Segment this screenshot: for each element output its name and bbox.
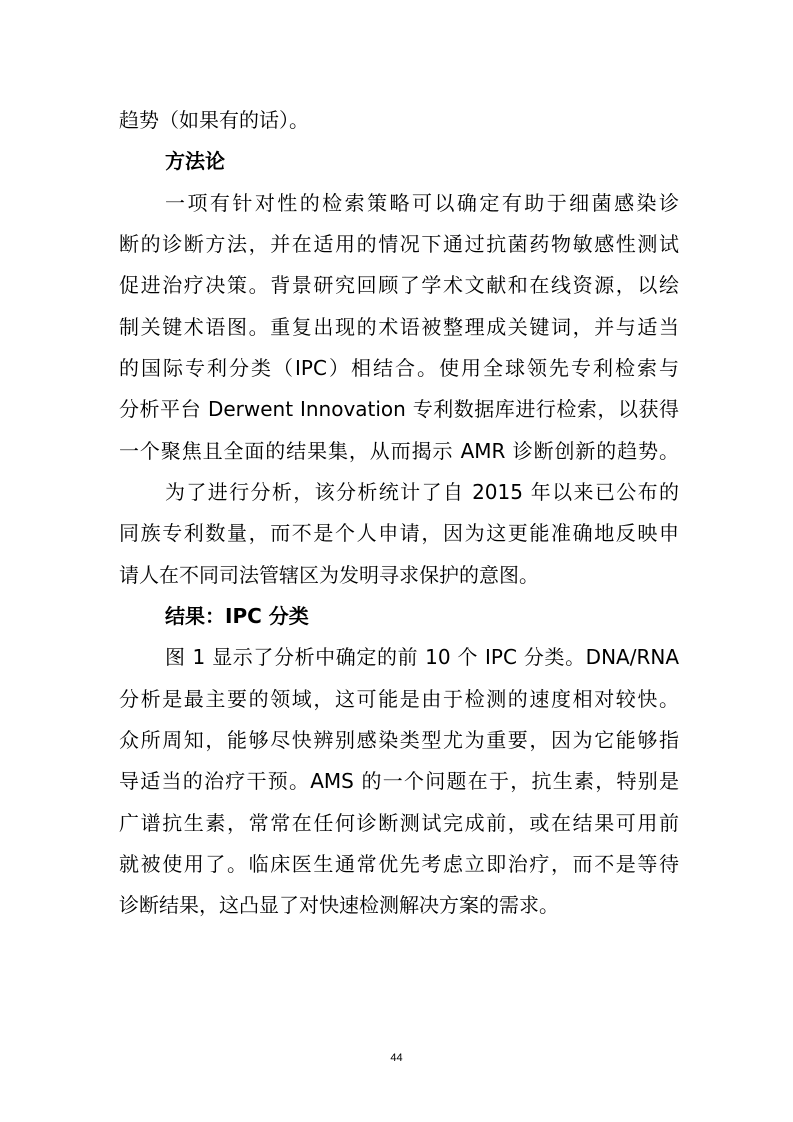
text-line: 为了进行分析，该分析统计了自 2015 年以来已公布的 xyxy=(165,480,679,504)
text-line: 趋势（如果有的话）。 xyxy=(119,108,309,132)
text-line: 同族专利数量，而不是个人申请，因为这更能准确地反映申 xyxy=(119,521,679,545)
text-line: 分析是最主要的领域，这可能是由于检测的速度相对较快。 xyxy=(119,687,679,711)
page-number: 44 xyxy=(390,1052,403,1064)
text-line: 断的诊断方法，并在适用的情况下通过抗菌药物敏感性测试 xyxy=(119,232,679,256)
text-line: 广谱抗生素，常常在任何诊断测试完成前，或在结果可用前 xyxy=(119,811,679,835)
text-line: 就被使用了。临床医生通常优先考虑立即治疗，而不是等待 xyxy=(119,852,679,876)
text-line: 诊断结果，这凸显了对快速检测解决方案的需求。 xyxy=(119,893,559,917)
text-line: 促进治疗决策。背景研究回顾了学术文献和在线资源，以绘 xyxy=(119,273,679,297)
text-line: 一个聚焦且全面的结果集，从而揭示 AMR 诊断创新的趋势。 xyxy=(119,439,679,463)
text-line: 图 1 显示了分析中确定的前 10 个 IPC 分类。DNA/RNA xyxy=(165,645,679,669)
text-line: 众所周知，能够尽快辨别感染类型尤为重要，因为它能够指 xyxy=(119,728,679,752)
text-line: 导适当的治疗干预。AMS 的一个问题在于，抗生素，特别是 xyxy=(119,769,679,793)
text-line: 一项有针对性的检索策略可以确定有助于细菌感染诊 xyxy=(165,191,679,215)
text-line: 制关键术语图。重复出现的术语被整理成关键词，并与适当 xyxy=(119,315,679,339)
section-heading-results: 结果：IPC 分类 xyxy=(165,604,309,628)
text-line: 分析平台 Derwent Innovation 专利数据库进行检索，以获得 xyxy=(119,397,679,421)
text-line: 的国际专利分类（IPC）相结合。使用全球领先专利检索与 xyxy=(119,356,679,380)
section-heading-methodology: 方法论 xyxy=(165,149,225,173)
text-line: 请人在不同司法管辖区为发明寻求保护的意图。 xyxy=(119,563,539,587)
